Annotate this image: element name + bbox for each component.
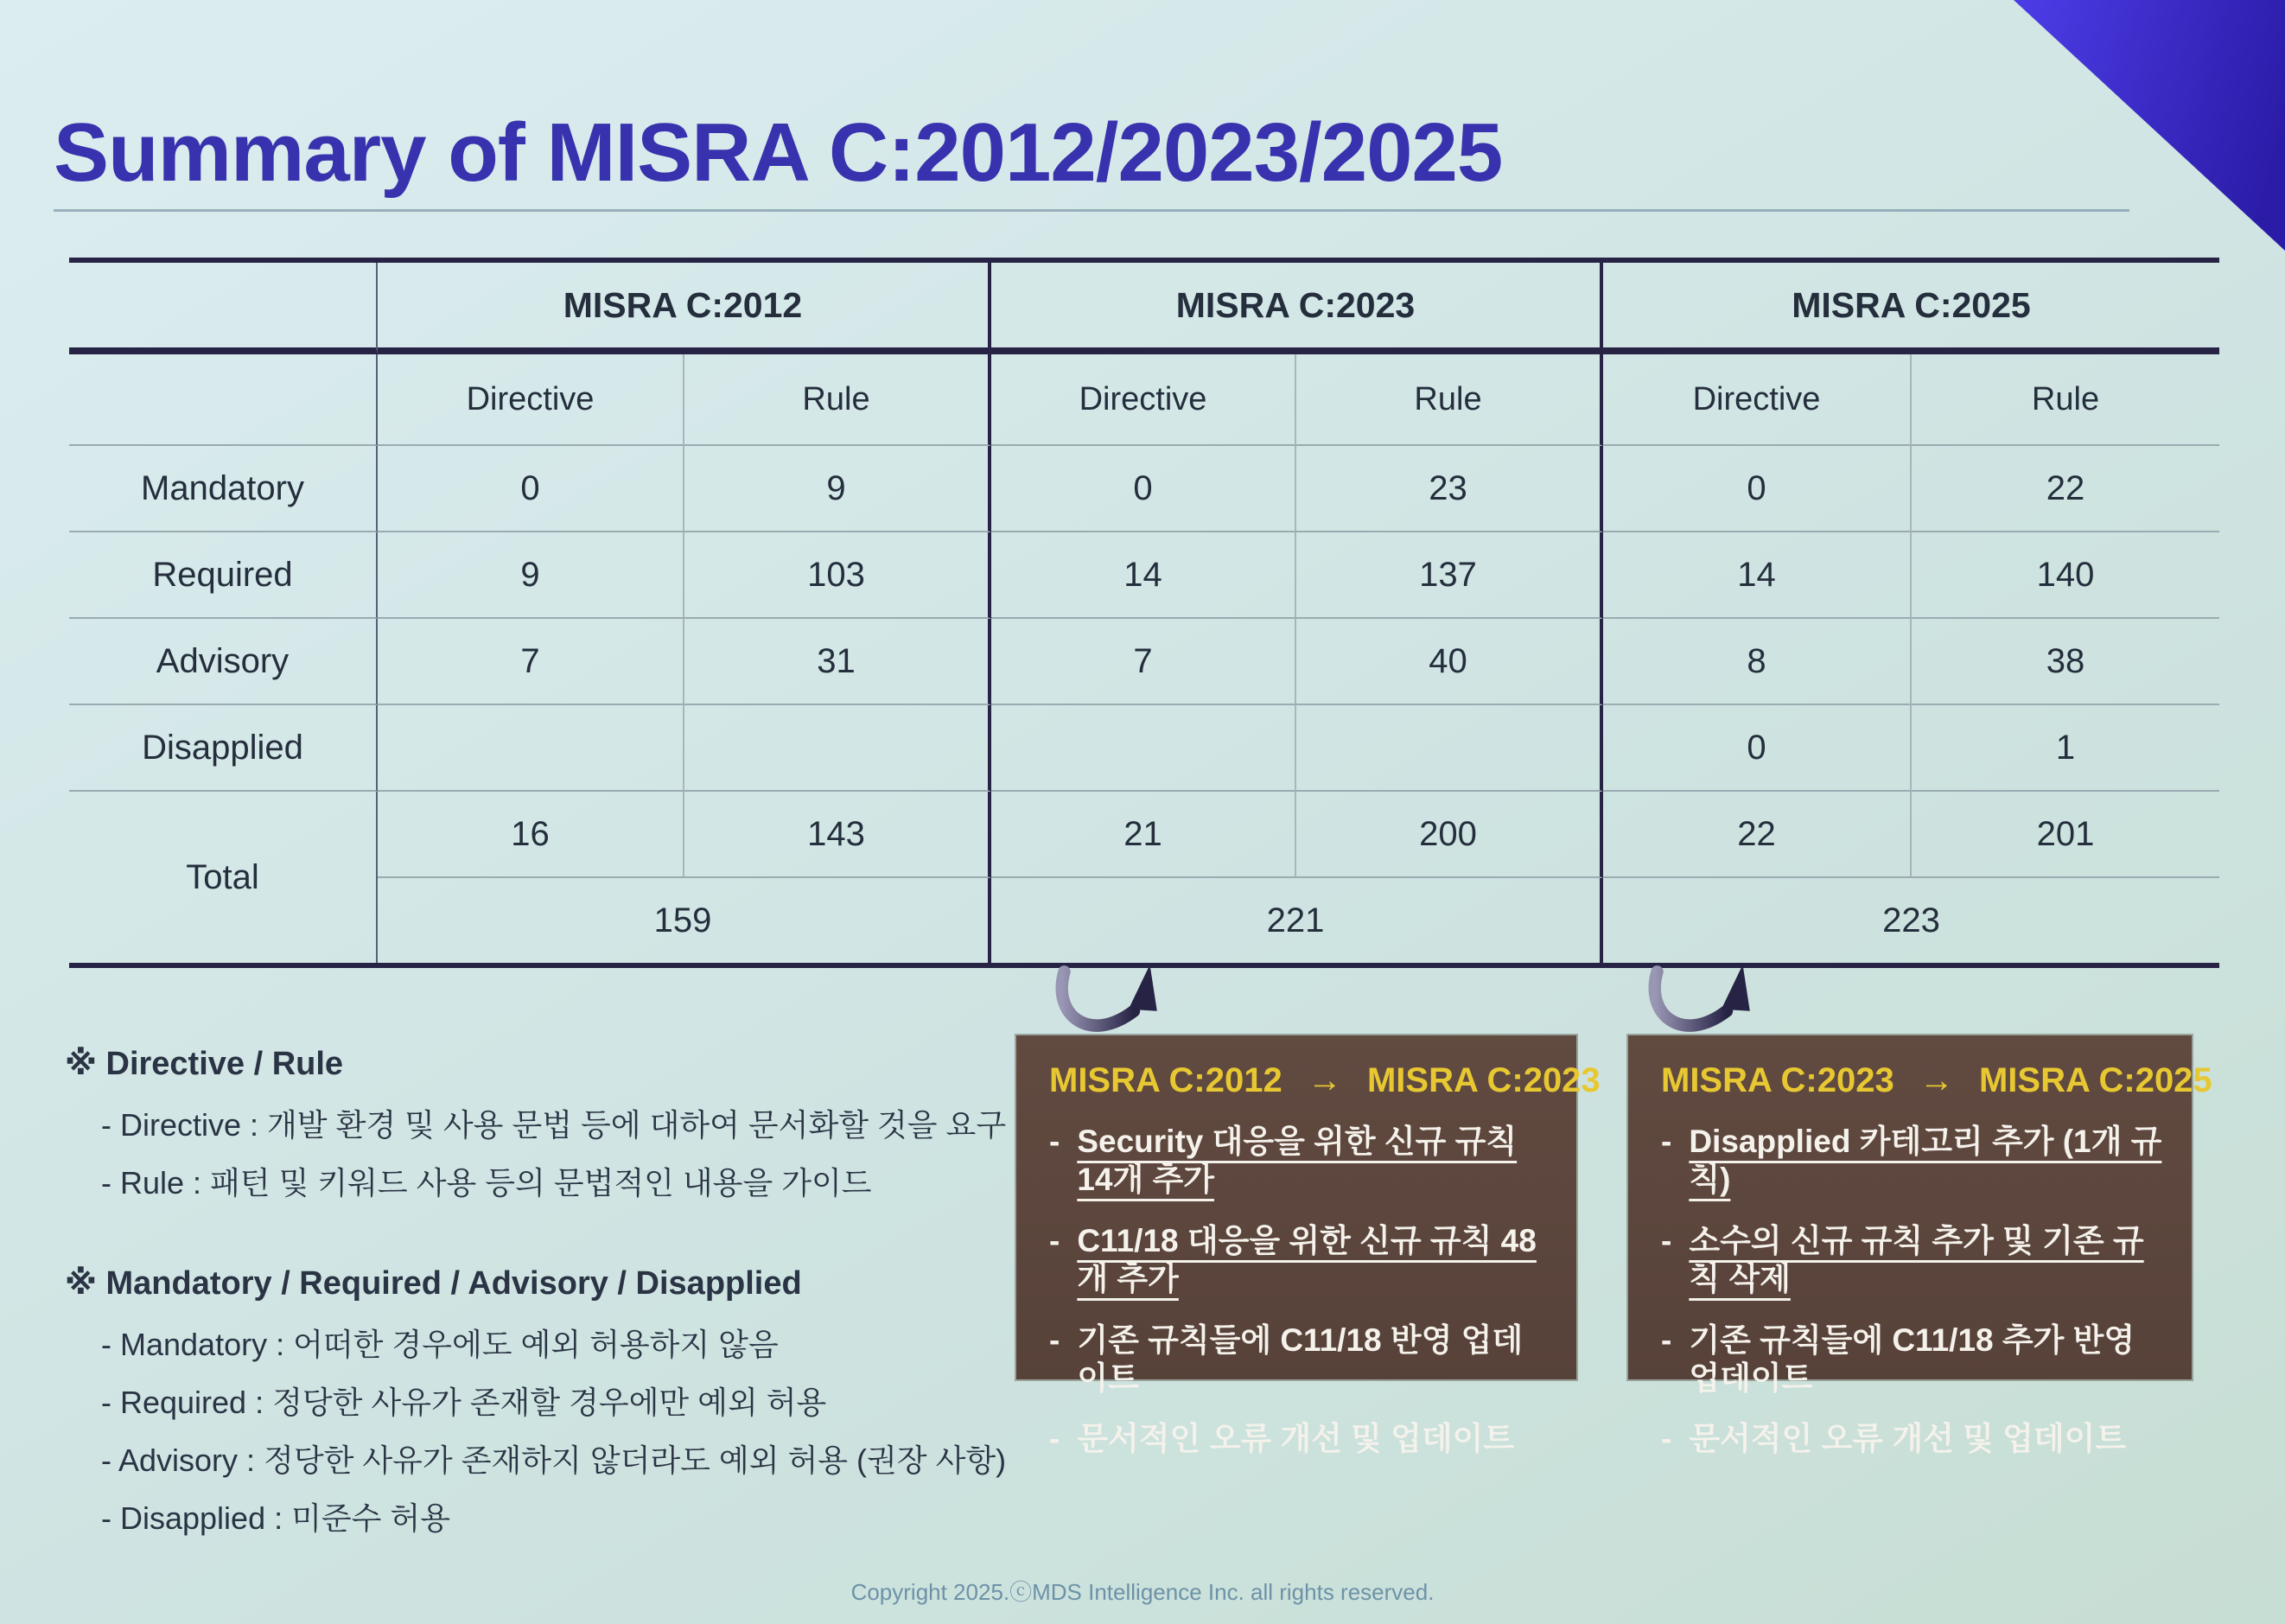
bullet-dash: - — [1049, 1124, 1060, 1159]
bullet-dash: - — [1049, 1321, 1060, 1358]
notes-item: - Mandatory : 어떠한 경우에도 예외 허용하지 않음 — [101, 1327, 779, 1362]
notes-heading: ※ Mandatory / Required / Advisory / Disapplied — [65, 1265, 802, 1302]
copyright-footer: Copyright 2025.ⓒMDS Intelligence Inc. all rights reserved. — [850, 1579, 1435, 1605]
corner-triangle-decoration — [2014, 0, 2285, 251]
table-cell: 8 — [1603, 619, 1912, 705]
table-cell — [991, 705, 1296, 792]
notes-item: - Required : 정당한 사유가 존재할 경우에만 예외 허용 — [101, 1385, 827, 1420]
callout-title — [1049, 1061, 1601, 1100]
bullet-dash: - — [1049, 1222, 1060, 1258]
callout-bullet: - C11/18 대응을 위한 신규 규칙 48개 추가 — [1049, 1222, 1547, 1299]
table-cell: 38 — [1912, 619, 2219, 705]
callout-bullet: - 문서적인 오류 개선 및 업데이트 — [1661, 1420, 2162, 1458]
table-cell: 7 — [378, 619, 684, 705]
callout-bullet: - 기존 규칙들에 C11/18 추가 반영 업데이트 — [1661, 1321, 2162, 1398]
callout-bullet: - 기존 규칙들에 C11/18 반영 업데이트 — [1049, 1321, 1547, 1398]
table-cell: 40 — [1296, 619, 1603, 705]
misra-summary-table — [69, 258, 2219, 968]
right-arrow-icon: → — [1919, 1061, 1954, 1099]
callout-from: MISRA C:2012 — [1049, 1061, 1283, 1099]
row-label: Advisory — [69, 619, 378, 705]
callout-from: MISRA C:2023 — [1661, 1061, 1894, 1099]
table-cell: 0 — [1603, 446, 1912, 532]
group-header-2012: MISRA C:2012 — [378, 263, 991, 354]
callout-bullet: - Security 대응을 위한 신규 규칙 14개 추가 — [1049, 1123, 1547, 1200]
table-cell: 14 — [1603, 532, 1912, 619]
subheader-2025-rule: Rule — [1912, 354, 2219, 446]
table-cell: 31 — [684, 619, 991, 705]
table-cell: 0 — [991, 446, 1296, 532]
table-cell: 16 — [378, 792, 684, 878]
subheader-2012-directive: Directive — [378, 354, 684, 446]
bullet-dash: - — [1661, 1124, 1672, 1159]
subheader-2023-rule: Rule — [1296, 354, 1603, 446]
table-cell: 140 — [1912, 532, 2219, 619]
notes-item: - Advisory : 정당한 사유가 존재하지 않더라도 예외 허용 (권장 사항) — [101, 1442, 1007, 1478]
table-cell: 23 — [1296, 446, 1603, 532]
callout-bullet: - Disapplied 카테고리 추가 (1개 규칙) — [1661, 1123, 2162, 1200]
callout-title — [1661, 1061, 2212, 1100]
notes-item: - Directive : 개발 환경 및 사용 문법 등에 대하여 문서화할 것을 요구 — [101, 1107, 1007, 1143]
table-cell: 0 — [378, 446, 684, 532]
row-label: Disapplied — [69, 705, 378, 792]
notes-categories — [65, 1264, 1006, 1538]
group-header-2025: MISRA C:2025 — [1603, 263, 2219, 354]
callout-bullet: - 소수의 신규 규칙 추가 및 기존 규칙 삭제 — [1661, 1222, 2162, 1299]
table-cell: 7 — [991, 619, 1296, 705]
curved-up-arrow-icon — [1640, 961, 1758, 1046]
notes-directive-rule — [65, 1044, 1006, 1202]
table-cell: 1 — [1912, 705, 2219, 792]
bullet-dash: - — [1661, 1321, 1672, 1358]
table-cell: 9 — [684, 446, 991, 532]
notes-item: - Rule : 패턴 및 키워드 사용 등의 문법적인 내용을 가이드 — [101, 1165, 872, 1200]
group-header-2023: MISRA C:2023 — [991, 263, 1603, 354]
notes-heading: ※ Directive / Rule — [65, 1046, 344, 1082]
page-title: Summary of MISRA C:2012/2023/2025 — [54, 106, 1503, 200]
subheader-2025-directive: Directive — [1603, 354, 1912, 446]
table-cell: 200 — [1296, 792, 1603, 878]
callout-to: MISRA C:2025 — [1978, 1061, 2212, 1099]
curved-up-arrow-icon — [1047, 961, 1165, 1046]
callout-2012-to-2023 — [1016, 1035, 1601, 1457]
bullet-dash: - — [1661, 1421, 1672, 1457]
callout-2023-to-2025 — [1628, 1035, 2212, 1457]
subheader-2023-directive: Directive — [991, 354, 1296, 446]
total-row-label: Total — [69, 792, 378, 963]
table-cell: 103 — [684, 532, 991, 619]
table-cell: 201 — [1912, 792, 2219, 878]
table-cell — [378, 705, 684, 792]
table-cell: 0 — [1603, 705, 1912, 792]
group-total-2025: 223 — [1882, 901, 1940, 939]
bullet-dash: - — [1661, 1222, 1672, 1258]
title-divider — [54, 209, 2129, 212]
row-label: Mandatory — [69, 446, 378, 532]
notes-item: - Disapplied : 미준수 허용 — [101, 1500, 450, 1536]
table-corner-cell — [69, 354, 378, 446]
table-cell: 22 — [1603, 792, 1912, 878]
table-cell: 9 — [378, 532, 684, 619]
right-arrow-icon: → — [1307, 1061, 1342, 1099]
group-total-2023: 221 — [991, 878, 1603, 963]
callout-to: MISRA C:2023 — [1366, 1061, 1601, 1099]
table-cell: 14 — [991, 532, 1296, 619]
table-cell: 21 — [991, 792, 1296, 878]
callout-bullet: - 문서적인 오류 개선 및 업데이트 — [1049, 1420, 1547, 1458]
subheader-2012-rule: Rule — [684, 354, 991, 446]
row-label: Required — [69, 532, 378, 619]
group-total-2012: 159 — [378, 878, 991, 963]
table-corner-cell — [69, 263, 378, 354]
table-cell: 137 — [1296, 532, 1603, 619]
table-cell: 143 — [684, 792, 991, 878]
table-cell — [1296, 705, 1603, 792]
bullet-dash: - — [1049, 1421, 1060, 1457]
table-cell — [684, 705, 991, 792]
table-cell: 22 — [1912, 446, 2219, 532]
